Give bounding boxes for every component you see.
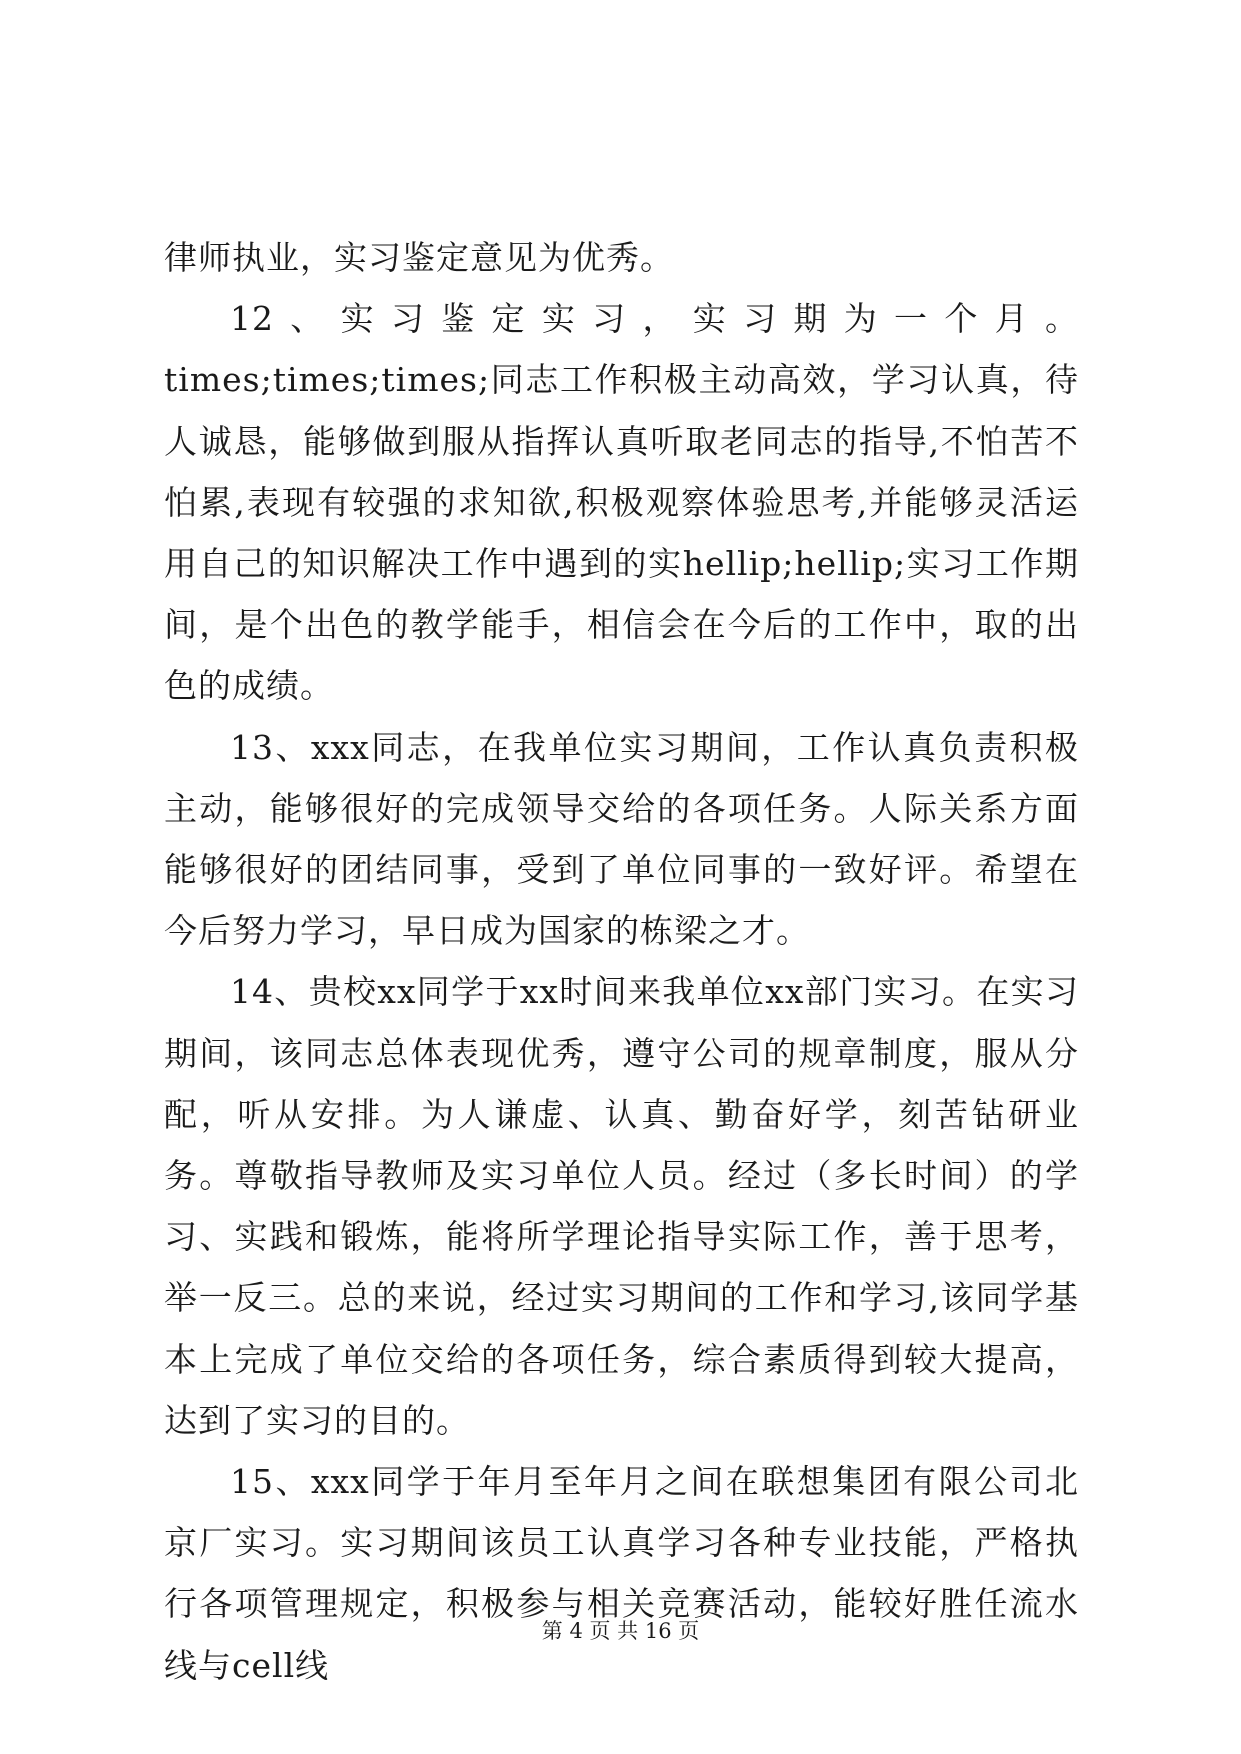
paragraph-item-14: 14、贵校xx同学于xx时间来我单位xx部门实习。在实习期间，该同志总体表现优秀，遵守公司的规章制度，服从分配，听从安排。为人谦虚、认真、勤奋好学，刻苦钻研业务。尊敬指导教师及实习单位人员。经过（多长时间）的学习、实践和锻炼，能将所学理论指导实际工作，善于思考，举一反三。总的来说，经过实习期间的工作和学习,该同学基本上完成了单位交给的各项任务，综合素质得到较大提高，达到了实习的目的。 bbox=[164, 972, 1079, 1440]
paragraph-item-12: 12、实习鉴定实习，实习期为一个月。times;times;times;同志工作积极主动高效，学习认真，待人诚恳，能够做到服从指挥认真听取老同志的指导,不怕苦不怕累,表现有较强的求知欲,积极观察体验思考,并能够灵活运用自己的知识解决工作中遇到的实hellip;hellip;实习工作期间，是个出色的教学能手，相信会在今后的工作中，取的出色的成绩。 bbox=[164, 299, 1079, 706]
document-body bbox=[164, 227, 1079, 1696]
paragraph-item-15: 15、xxx同学于年月至年月之间在联想集团有限公司北京厂实习。实习期间该员工认真学习各种专业技能，严格执行各项管理规定，积极参与相关竞赛活动，能较好胜任流水线与cell线 bbox=[164, 1462, 1079, 1685]
paragraph-item-13: 13、xxx同志，在我单位实习期间，工作认真负责积极主动，能够很好的完成领导交给的各项任务。人际关系方面能够很好的团结同事，受到了单位同事的一致好评。希望在今后努力学习，早日成为国家的栋梁之才。 bbox=[164, 727, 1079, 951]
paragraph-continuation: 律师执业，实习鉴定意见为优秀。 bbox=[164, 238, 674, 277]
page-number-footer: 第 4 页 共 16 页 bbox=[541, 1619, 700, 1643]
